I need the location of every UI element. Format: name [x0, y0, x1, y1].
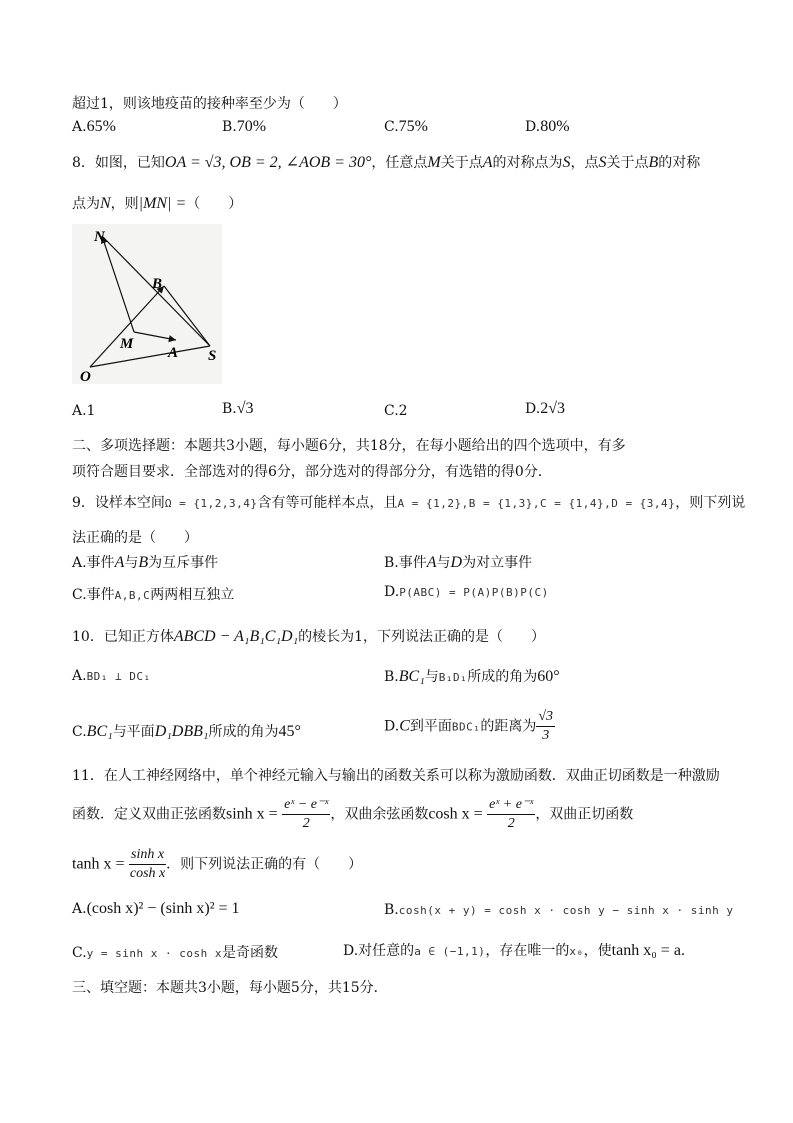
q8-option-d: D.2√3 [525, 400, 565, 417]
label-a: A [168, 345, 179, 361]
sinh-fraction: $\frac{\text{eˣ − e⁻ˣ}}{2}$ [284, 797, 329, 831]
section2-heading-line2: 项符合题目要求．全部选对的得6分，部分选对的得部分分，有选错的得0分． [72, 464, 552, 480]
q10-cube: ABCD − A₁B₁C₁D₁ [173, 628, 299, 645]
q11-stem-line1: 11．在人工神经网络中，单个神经元输入与输出的函数关系可以称为激励函数．双曲正切函数是一种激励 [72, 768, 720, 784]
q11-stem-line3: tanh x = $\frac{\text{sinh x}}{\text{cosh x}}$ ．则下列说法正确的有（ ） [72, 847, 363, 881]
q10-option-a: A.BD₁ ⊥ DC₁ [72, 668, 151, 684]
section2-heading-line1: 二、多项选择题：本题共3小题，每小题6分，共18分，在每小题给出的四个选项中，有多 [72, 438, 626, 454]
segment-bs [164, 286, 210, 346]
q7-option-c: C.75% [384, 118, 428, 135]
q10-stem: 10．已知正方体ABCD − A₁B₁C₁D₁的棱长为1，下列说法正确的是（ ） [72, 628, 546, 645]
section3-heading: 三、填空题：本题共3小题，每小题5分，共15分． [72, 980, 388, 996]
vector-mn [102, 236, 134, 332]
vector-ma [134, 332, 176, 340]
q11-option-d: D.对任意的a ∈ (−1,1)，存在唯一的x₀，使tanh x₀ = a． [343, 942, 695, 959]
q7-stem: 超过1，则该地疫苗的接种率至少为（ ） [72, 96, 347, 112]
q10-option-b: B.BC₁与B₁D₁所成的角为60° [384, 668, 560, 685]
segment-os [90, 346, 210, 367]
q11-option-a: A.(cosh x)² − (sinh x)² = 1 [72, 900, 240, 917]
q9-option-c: C.事件A,B,C两两相互独立 [72, 587, 235, 603]
vector-ob [90, 286, 164, 367]
q8-mn-vector: |MN| = [138, 195, 187, 212]
q7-option-a: A.65% [72, 118, 116, 135]
q8-figure [72, 224, 222, 384]
q8-stem-line1: 8．如图，已知OA = √3, OB = 2, ∠AOB = 30°，任意点M关于点A的对称点为S，点S关于点B的对称 [72, 154, 701, 171]
label-o: O [80, 369, 91, 384]
label-m: M [120, 336, 134, 352]
q10-option-d: D.C到平面BDC₁的距离为 $\frac{√3}{3}$ [384, 709, 554, 743]
q10-option-c: C.BC₁与平面D₁DBB₁所成的角为45° [72, 723, 301, 740]
label-n: N [94, 229, 105, 245]
q8-option-b: B.√3 [222, 400, 254, 417]
label-b: B [152, 276, 163, 292]
q9-option-a: A.事件A与B为互斥事件 [72, 554, 219, 571]
q9-stem-line1: 9．设样本空间Ω = {1,2,3,4}含有等可能样本点，且A = {1,2},B = {1,3},C = {1,4},D = {3,4}，则下列说 [72, 495, 746, 511]
q8-condition: OA = √3, OB = 2, ∠AOB = 30° [164, 154, 372, 171]
q8-stem-line2: 点为N，则|MN| =（ ） [72, 195, 243, 212]
q10-distance-fraction: $\frac{√3}{3}$ [538, 709, 554, 743]
q11-stem-line2: 函数．定义双曲正弦函数sinh x = $\frac{\text{eˣ − e⁻ˣ}}{2}$ ，双曲余弦函数cosh x = $\frac{\text{eˣ + e⁻ˣ}}{2}$ ，双曲正切函数 [72, 797, 634, 831]
q7-option-b: B.70% [222, 118, 267, 135]
q11-option-c: C.y = sinh x · cosh x是奇函数 [72, 945, 279, 961]
q9-events: A = {1,2},B = {1,3},C = {1,4},D = {3,4} [397, 497, 676, 510]
q9-option-d: D.P(ABC) = P(A)P(B)P(C) [384, 584, 549, 600]
q8-diagram [72, 224, 222, 384]
q9-option-b: B.事件A与D为对立事件 [384, 554, 533, 571]
q9-sample-space: Ω = {1,2,3,4} [164, 497, 258, 510]
q7-option-d: D.80% [525, 118, 570, 135]
q8-option-a: A.1 [72, 403, 96, 419]
q9-stem-line2: 法正确的是（ ） [72, 530, 198, 546]
q8-option-c: C.2 [384, 403, 408, 419]
tanh-fraction: $\frac{\text{sinh x}}{\text{cosh x}}$ [129, 847, 166, 881]
label-s: S [208, 348, 217, 364]
cosh-fraction: $\frac{\text{eˣ + e⁻ˣ}}{2}$ [489, 797, 534, 831]
q11-option-b: B.cosh(x + y) = cosh x · cosh y − sinh x · sinh y [384, 902, 734, 918]
